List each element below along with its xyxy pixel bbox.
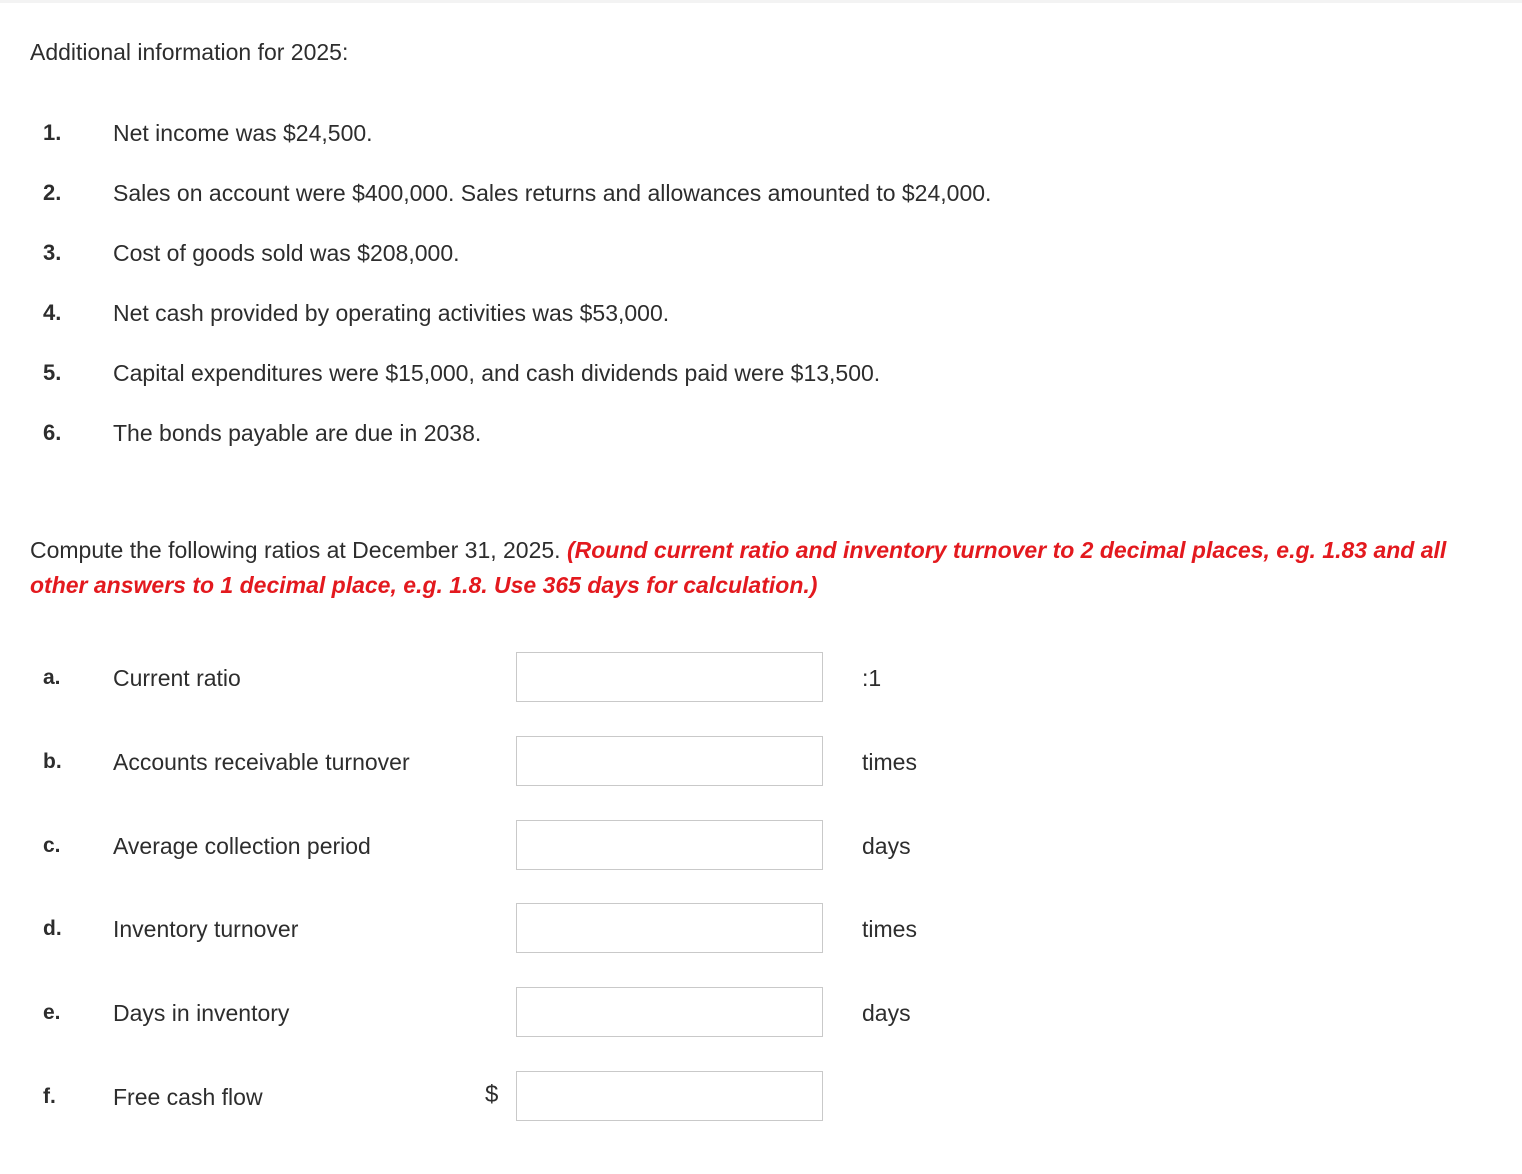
dollar-sign: $ — [485, 1081, 499, 1108]
instructions — [30, 533, 1500, 603]
ratio-label: Inventory turnover — [113, 916, 299, 942]
ratio-unit: times — [862, 916, 917, 942]
ratio-letter: a. — [43, 666, 61, 689]
current-ratio-input[interactable] — [516, 652, 823, 702]
info-item-text: Net cash provided by operating activities was $53,000. — [113, 300, 670, 326]
rounding-note: (Round current ratio and inventory turnover to 2 decimal places, e.g. 1.83 and all other answers to 1 decimal place, e.g. 1.8. Use 365 days for calculation.) — [30, 537, 1447, 598]
info-item-number: 6. — [43, 420, 62, 445]
info-item-1 — [0, 118, 1522, 148]
info-item-6 — [0, 418, 1522, 448]
info-item-2 — [0, 178, 1522, 208]
ratio-unit: times — [862, 749, 917, 775]
ratio-row-inventory-turnover — [0, 903, 1522, 955]
ratio-label: Accounts receivable turnover — [113, 749, 410, 775]
info-item-3 — [0, 238, 1522, 268]
ratio-unit: days — [862, 833, 911, 859]
ratio-letter: f. — [43, 1085, 56, 1108]
info-item-4 — [0, 298, 1522, 328]
info-item-number: 3. — [43, 240, 62, 265]
ratio-label: Average collection period — [113, 833, 371, 859]
info-item-text: Capital expenditures were $15,000, and cash dividends paid were $13,500. — [113, 360, 881, 386]
info-item-5 — [0, 358, 1522, 388]
free-cash-flow-input[interactable] — [516, 1071, 823, 1121]
ratio-row-current-ratio — [0, 652, 1522, 704]
ratio-letter: b. — [43, 750, 62, 773]
instructions-text: Compute the following ratios at December 31, 2025. — [30, 537, 567, 563]
average-collection-period-input[interactable] — [516, 820, 823, 870]
info-item-number: 5. — [43, 360, 62, 385]
info-item-number: 1. — [43, 120, 62, 145]
ratio-letter: c. — [43, 834, 61, 857]
ratio-row-accounts-receivable-turnover — [0, 736, 1522, 788]
info-item-text: The bonds payable are due in 2038. — [113, 420, 482, 446]
days-in-inventory-input[interactable] — [516, 987, 823, 1037]
info-item-text: Cost of goods sold was $208,000. — [113, 240, 460, 266]
ratio-letter: e. — [43, 1001, 61, 1024]
top-divider — [0, 0, 1522, 3]
ratio-row-free-cash-flow — [0, 1071, 1522, 1123]
ratio-row-average-collection-period — [0, 820, 1522, 872]
ratio-label: Days in inventory — [113, 1000, 290, 1026]
inventory-turnover-input[interactable] — [516, 903, 823, 953]
info-item-text: Net income was $24,500. — [113, 120, 373, 146]
ratio-unit: days — [862, 1000, 911, 1026]
section-heading: Additional information for 2025: — [30, 39, 349, 65]
accounts-receivable-turnover-input[interactable] — [516, 736, 823, 786]
info-item-text: Sales on account were $400,000. Sales returns and allowances amounted to $24,000. — [113, 180, 992, 206]
ratio-label: Free cash flow — [113, 1084, 263, 1110]
ratio-row-days-in-inventory — [0, 987, 1522, 1039]
ratio-unit: :1 — [862, 665, 882, 691]
info-item-number: 4. — [43, 300, 62, 325]
ratio-label: Current ratio — [113, 665, 241, 691]
info-item-number: 2. — [43, 180, 62, 205]
ratio-letter: d. — [43, 917, 62, 940]
